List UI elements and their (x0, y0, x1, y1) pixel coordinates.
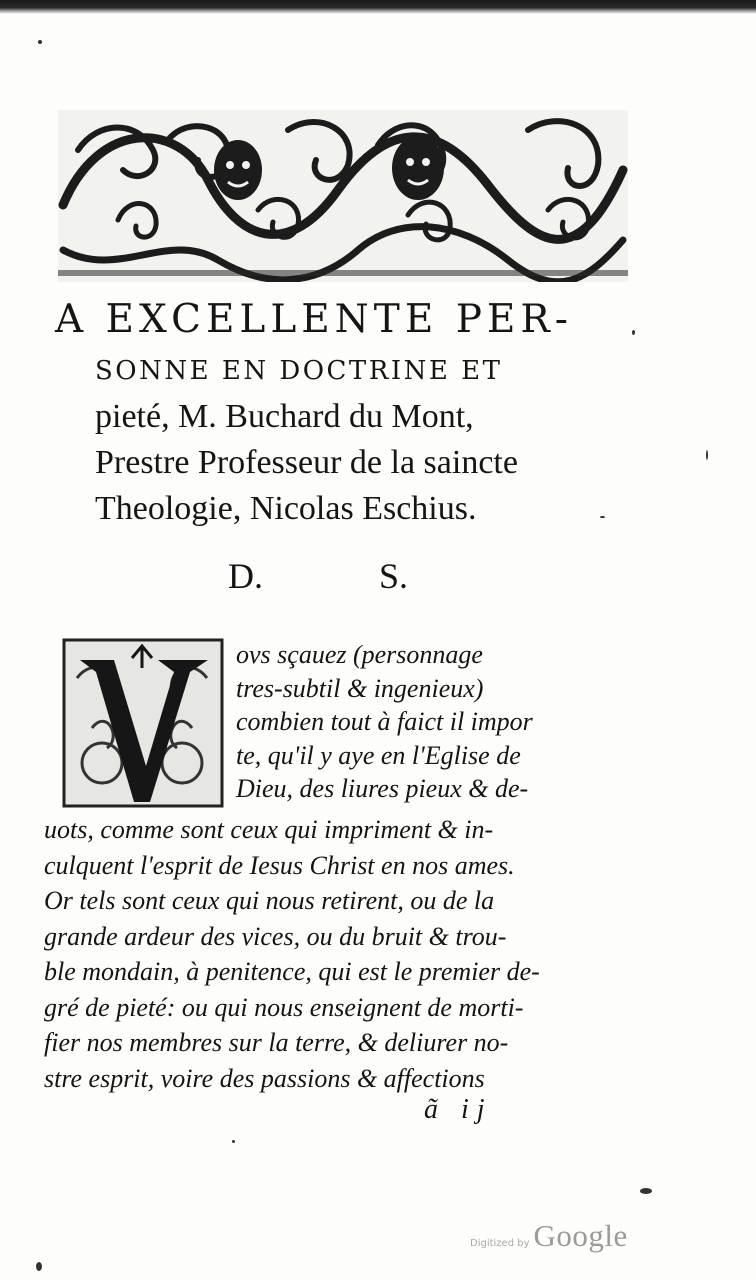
google-logo: Google (533, 1218, 628, 1253)
title-heading (55, 292, 585, 532)
heading-line-5: Theologie, Nicolas Eschius. (95, 490, 477, 527)
heading-line-4: Prestre Professeur de la saincte (95, 444, 518, 481)
body-text (44, 812, 564, 1096)
body-line: gré de pieté: ou qui nous enseignent de morti- (44, 992, 524, 1022)
body-line: fier nos membres sur la terre, & deliurer no- (44, 1028, 509, 1057)
scan-speck (36, 1262, 42, 1271)
woodcut-headpiece (58, 110, 628, 282)
body-line: Or tels sont ceux qui nous retirent, ou de la (44, 886, 495, 915)
body-line: stre esprit, voire des passions & affections (44, 1063, 485, 1093)
body-line: combien tout à faict il impor (236, 707, 533, 736)
page-top-edge (0, 0, 756, 14)
scan-speck (640, 1188, 652, 1194)
decorated-initial-v (62, 638, 224, 808)
body-line: culquent l'esprit de Iesus Christ en nos ames. (44, 850, 515, 880)
salutation-d: D. (228, 556, 263, 596)
watermark-prefix: Digitized by (470, 1238, 530, 1249)
scan-speck (706, 450, 708, 460)
body-line: tres-subtil & ingenieux) (236, 673, 484, 703)
scan-speck (600, 516, 605, 518)
body-line: Dieu, des liures pieux & de- (236, 774, 529, 803)
salutation (228, 555, 408, 597)
signature-mark: ã ij (424, 1094, 493, 1125)
digitized-watermark (470, 1218, 628, 1254)
body-text-beside-initial (236, 638, 566, 806)
salutation-s: S. (378, 556, 408, 596)
scan-speck (38, 40, 42, 44)
body-line: te, qu'il y aye en l'Eglise de (236, 740, 521, 770)
scan-speck (232, 1140, 235, 1143)
body-line: ovs sçauez (personnage (236, 640, 483, 669)
scan-speck (632, 330, 635, 335)
heading-line-1: A EXCELLENTE PER- (55, 297, 573, 342)
body-line: grande ardeur des vices, ou du bruit & trou- (44, 921, 507, 951)
body-line: uots, comme sont ceux qui impriment & in- (44, 815, 494, 844)
body-line: ble mondain, à penitence, qui est le premier de- (44, 957, 540, 986)
heading-line-2: SONNE EN DOCTRINE ET (95, 356, 503, 386)
heading-line-3: pieté, M. Buchard du Mont, (95, 398, 474, 435)
